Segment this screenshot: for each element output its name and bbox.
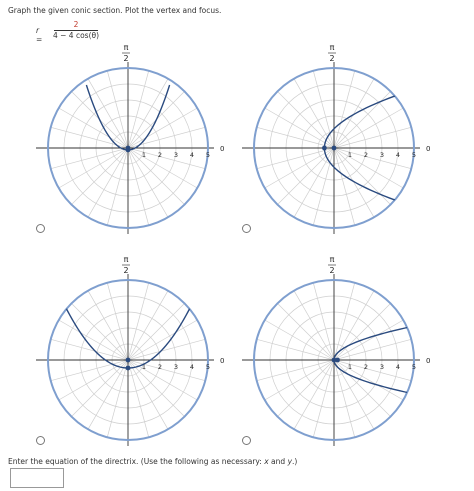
equation-lhs: r = (36, 26, 43, 44)
grid-spoke (88, 79, 128, 148)
tick-label-1: 1 (141, 151, 147, 159)
grid-spoke (88, 148, 128, 217)
grid-spoke (257, 127, 334, 148)
tick-label-4: 4 (395, 151, 401, 159)
grid-spoke (107, 71, 128, 148)
grid-spoke (313, 283, 334, 360)
angle-label-two: 2 (329, 54, 335, 63)
grid-spoke (59, 320, 128, 360)
tick-label-3: 3 (379, 151, 385, 159)
grid-spoke (277, 148, 334, 205)
grid-spoke (334, 339, 411, 360)
grid-spoke (334, 360, 403, 400)
tick-label-3: 3 (173, 363, 179, 371)
grid-spoke (334, 91, 391, 148)
angle-label-pi: π (123, 43, 129, 52)
tick-label-1: 1 (347, 363, 353, 371)
tick-label-5: 5 (411, 363, 417, 371)
option-c-radio[interactable] (36, 436, 45, 445)
grid-spoke (334, 291, 374, 360)
tick-label-4: 4 (189, 151, 195, 159)
directrix-instruction: Enter the equation of the directrix. (Use the following as necessary: x and y.) (8, 457, 298, 466)
directrix-input[interactable] (10, 468, 64, 488)
tick-label-3: 3 (173, 151, 179, 159)
tick-label-1: 1 (347, 151, 353, 159)
tick-label-5: 5 (205, 151, 211, 159)
vertex-point (126, 366, 131, 371)
grid-spoke (107, 148, 128, 225)
angle-label-pi: π (123, 255, 129, 264)
grid-spoke (294, 360, 334, 429)
tick-label-2: 2 (363, 363, 369, 371)
focus-point (332, 146, 337, 151)
tick-label-2: 2 (157, 151, 163, 159)
graph-option-d (250, 249, 440, 445)
grid-spoke (294, 291, 334, 360)
grid-spoke (128, 320, 197, 360)
grid-spoke (265, 360, 334, 400)
grid-spoke (334, 320, 403, 360)
grid-spoke (51, 339, 128, 360)
focus-point (335, 358, 340, 363)
focus-point (126, 358, 131, 363)
grid-spoke (334, 148, 355, 225)
angle-label-zero: 0 (426, 145, 431, 153)
grid-spoke (107, 360, 128, 437)
grid-spoke (334, 127, 411, 148)
grid-spoke (277, 360, 334, 417)
grid-spoke (265, 148, 334, 188)
grid-spoke (313, 71, 334, 148)
grid-spoke (277, 91, 334, 148)
grid-spoke (107, 283, 128, 360)
grid-spoke (51, 360, 128, 381)
tick-label-4: 4 (395, 363, 401, 371)
vertex-point (322, 146, 327, 151)
option-a-radio[interactable] (36, 224, 45, 233)
grid-spoke (334, 108, 403, 148)
graph-option-a (44, 36, 225, 216)
option-b-radio[interactable] (242, 224, 251, 233)
grid-spoke (128, 148, 197, 188)
grid-spoke (334, 79, 374, 148)
option-d-radio[interactable] (242, 436, 251, 445)
grid-spoke (257, 360, 334, 381)
grid-spoke (313, 148, 334, 225)
grid-spoke (334, 71, 355, 148)
grid-spoke (128, 148, 149, 225)
grid-spoke (277, 303, 334, 360)
tick-label-4: 4 (189, 363, 195, 371)
angle-label-zero: 0 (220, 145, 225, 153)
grid-spoke (128, 339, 205, 360)
grid-spoke (128, 108, 197, 148)
graph-option-c (44, 249, 225, 445)
tick-label-2: 2 (363, 151, 369, 159)
angle-label-pi: π (329, 43, 335, 52)
angle-label-two: 2 (123, 266, 129, 275)
tick-label-3: 3 (379, 363, 385, 371)
grid-spoke (59, 148, 128, 188)
grid-spoke (128, 360, 149, 437)
angle-label-two: 2 (123, 54, 129, 63)
grid-spoke (71, 360, 128, 417)
tick-label-5: 5 (411, 151, 417, 159)
grid-spoke (257, 148, 334, 169)
tick-label-5: 5 (205, 363, 211, 371)
focus-point (126, 146, 131, 151)
grid-spoke (265, 108, 334, 148)
grid-spoke (334, 148, 403, 188)
grid-spoke (88, 360, 128, 429)
angle-label-pi: π (329, 255, 335, 264)
grid-spoke (334, 303, 391, 360)
grid-spoke (128, 283, 149, 360)
graph-option-b (250, 36, 440, 216)
angle-label-two: 2 (329, 266, 335, 275)
equation-denominator: 4 − 4 cos(θ) (52, 31, 100, 40)
grid-spoke (51, 148, 128, 169)
grid-spoke (257, 339, 334, 360)
equation-numerator: 2 (73, 20, 79, 29)
angle-label-zero: 0 (426, 357, 431, 365)
angle-label-zero: 0 (220, 357, 225, 365)
tick-label-2: 2 (157, 363, 163, 371)
grid-spoke (265, 320, 334, 360)
grid-spoke (313, 360, 334, 437)
grid-spoke (128, 79, 168, 148)
grid-spoke (71, 148, 128, 205)
grid-spoke (128, 71, 149, 148)
prompt-text: Graph the given conic section. Plot the vertex and focus. (8, 6, 222, 15)
grid-spoke (59, 108, 128, 148)
tick-label-1: 1 (141, 363, 147, 371)
